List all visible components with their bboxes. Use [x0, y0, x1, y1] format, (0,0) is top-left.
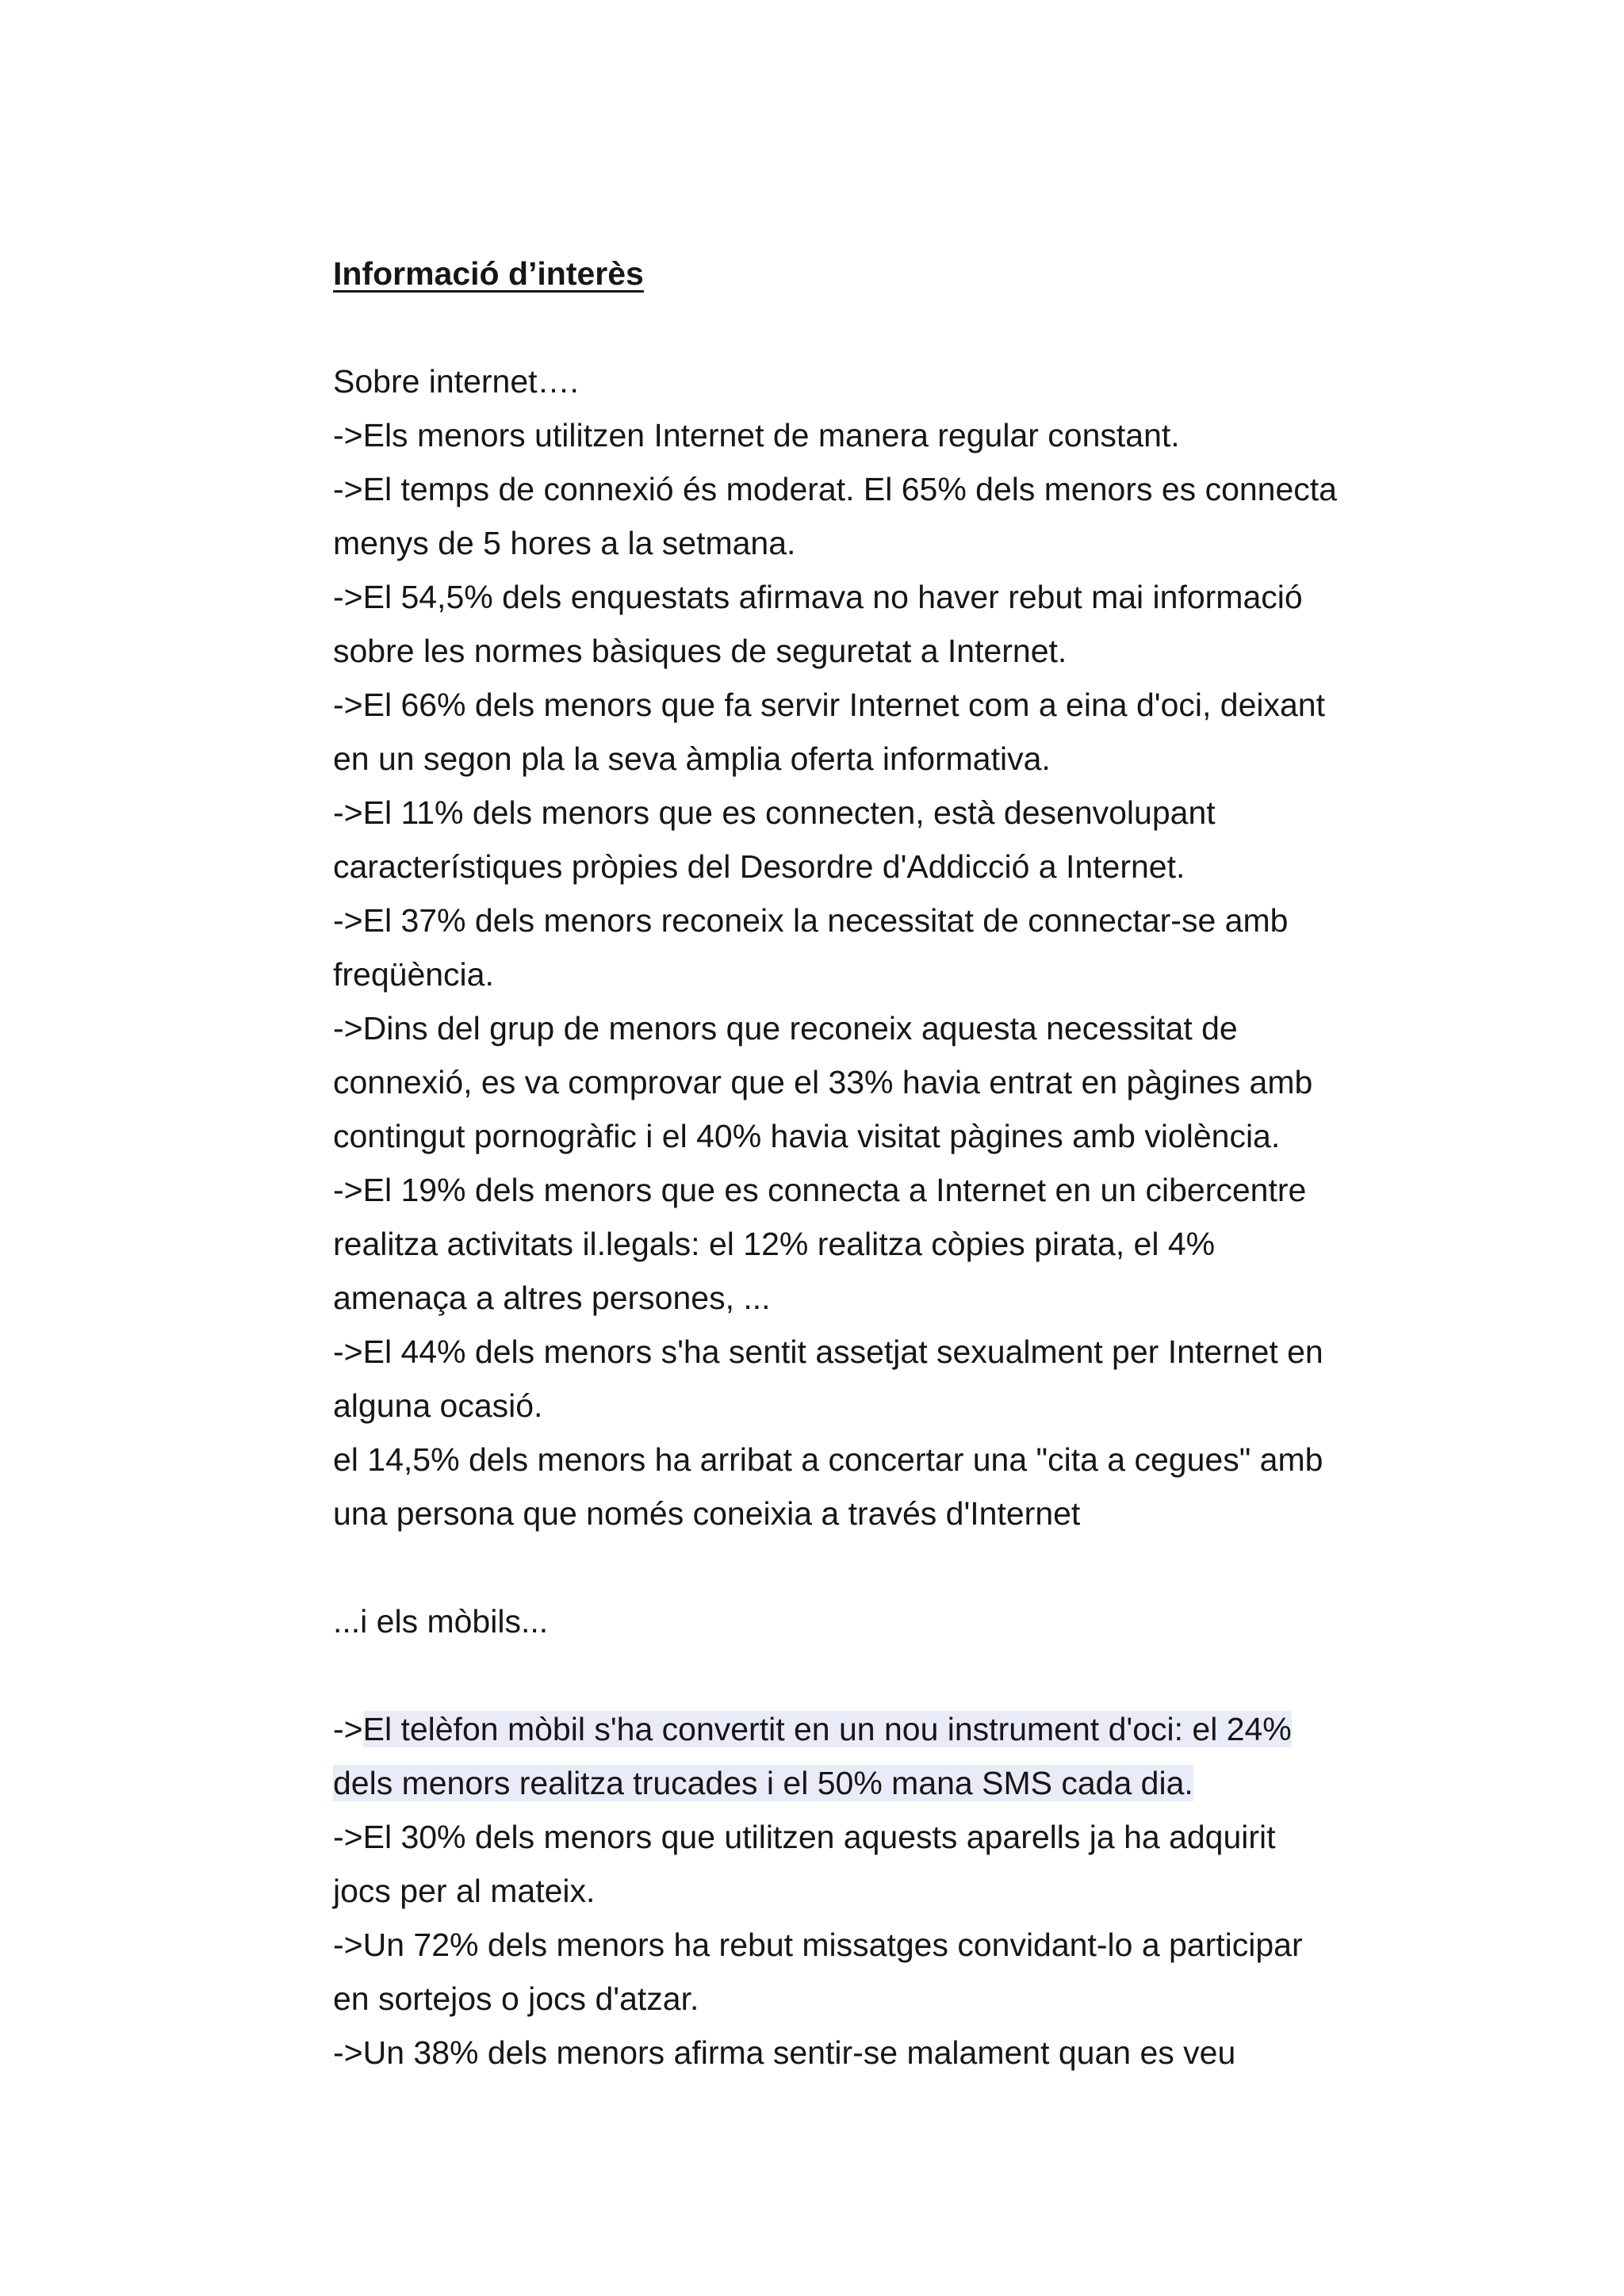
mobile-heading: ...i els mòbils... — [333, 1603, 549, 1640]
spacer — [333, 300, 1427, 354]
text-line: ->El temps de connexió és moderat. El 65% dels menors es connecta — [333, 471, 1337, 507]
text-highlight: dels menors realitza trucades i el 50% mana SMS cada dia. — [333, 1765, 1193, 1801]
text-line: ->Els menors utilitzen Internet de manera regular constant. — [333, 417, 1180, 453]
document-body — [333, 247, 1427, 2080]
text-line: ->El 54,5% dels enquestats afirmava no haver rebut mai informació — [333, 579, 1303, 615]
spacer — [333, 1540, 1427, 1594]
text-line: en un segon pla la seva àmplia oferta informativa. — [333, 740, 1051, 777]
text-line: jocs per al mateix. — [333, 1873, 596, 1909]
text-line: ->Un 38% dels menors afirma sentir-se malament quan es veu — [333, 2034, 1236, 2071]
text-line: el 14,5% dels menors ha arribat a concertar una "cita a cegues" amb — [333, 1441, 1323, 1478]
text-line: una persona que només coneixia a través d'Internet — [333, 1495, 1081, 1532]
text-line: ->El 37% dels menors reconeix la necessitat de connectar-se amb — [333, 902, 1289, 939]
text-line: ->El 11% dels menors que es connecten, està desenvolupant — [333, 794, 1216, 831]
text-line: amenaça a altres persones, ... — [333, 1280, 771, 1316]
text-line: ->El 30% dels menors que utilitzen aquests aparells ja ha adquirit — [333, 1819, 1276, 1855]
internet-heading: Sobre internet…. — [333, 363, 579, 400]
text-line: ->El 66% dels menors que fa servir Internet com a eina d'oci, deixant — [333, 687, 1326, 723]
text-highlight: El telèfon mòbil s'ha convertit en un nou instrument d'oci: el 24% — [362, 1711, 1292, 1747]
text-line: alguna ocasió. — [333, 1387, 543, 1424]
text-line: ->El 19% dels menors que es connecta a Internet en un cibercentre — [333, 1172, 1307, 1208]
text-line: connexió, es va comprovar que el 33% havia entrat en pàgines amb — [333, 1064, 1313, 1100]
highlighted-line — [333, 1756, 1427, 1810]
text-line: freqüència. — [333, 956, 494, 993]
spacer — [333, 1648, 1427, 1702]
text-line: sobre les normes bàsiques de seguretat a Internet. — [333, 633, 1067, 669]
document-title: Informació d’interès — [333, 255, 644, 292]
text-line: contingut pornogràfic i el 40% havia visitat pàgines amb violència. — [333, 1118, 1281, 1154]
text-line: ->Dins del grup de menors que reconeix aquesta necessitat de — [333, 1010, 1238, 1047]
text-line: en sortejos o jocs d'atzar. — [333, 1980, 699, 2017]
text-line: ->Un 72% dels menors ha rebut missatges convidant-lo a participar — [333, 1927, 1303, 1963]
text-line: característiques pròpies del Desordre d'Addicció a Internet. — [333, 848, 1185, 885]
bullet-prefix: -> — [333, 1711, 363, 1747]
internet-section — [333, 408, 1427, 1540]
text-line: menys de 5 hores a la setmana. — [333, 525, 796, 561]
mobile-section — [333, 1702, 1427, 2080]
text-line: ->El 44% dels menors s'ha sentit assetjat sexualment per Internet en — [333, 1334, 1323, 1370]
highlighted-line — [333, 1702, 1427, 1756]
text-line: realitza activitats il.legals: el 12% realitza còpies pirata, el 4% — [333, 1226, 1216, 1262]
